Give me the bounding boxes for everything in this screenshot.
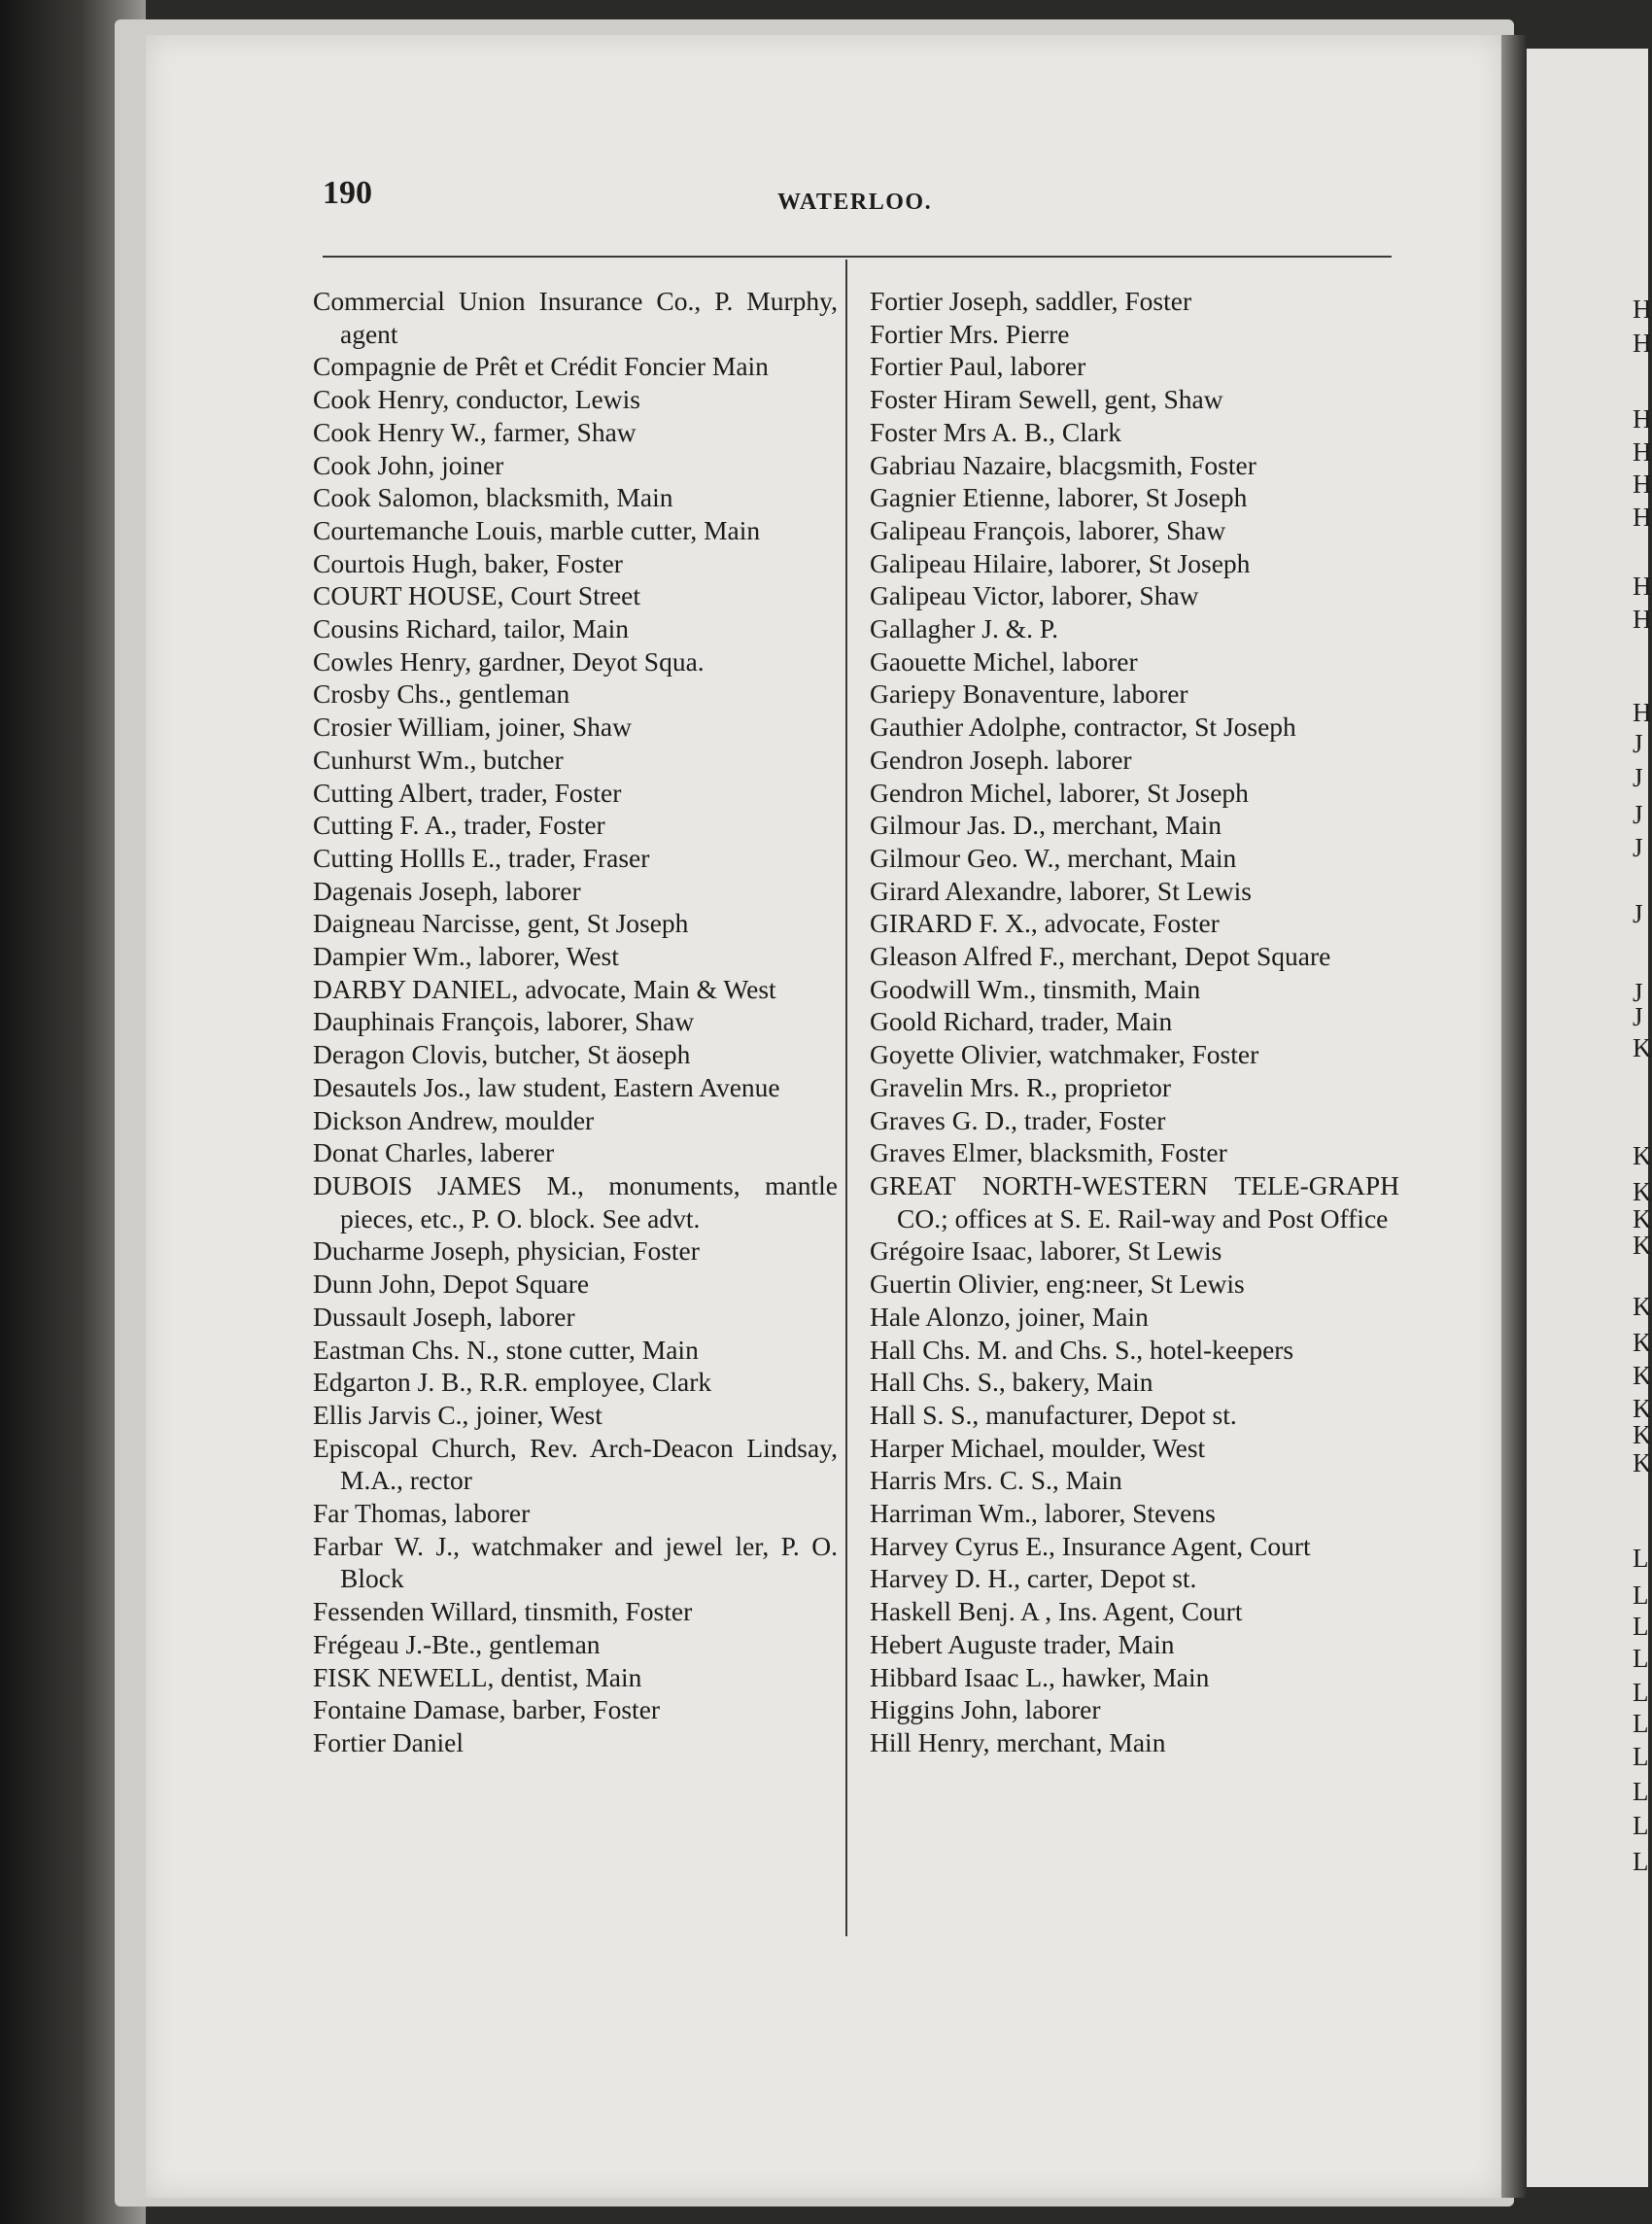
facing-page-letter: L	[1633, 1709, 1649, 1738]
directory-entry: Gabriau Nazaire, blacgsmith, Foster	[870, 449, 1256, 480]
directory-entry: Crosier William, joiner, Shaw	[313, 712, 632, 743]
directory-entry: FISK NEWELL, dentist, Main	[313, 1661, 642, 1692]
facing-page-letter: L	[1633, 1777, 1649, 1806]
directory-entry: Fortier Joseph, saddler, Foster	[870, 286, 1192, 316]
directory-entry: Compagnie de Prêt et Crédit Foncier Main	[313, 351, 769, 382]
directory-entry: Higgins John, laborer	[870, 1694, 1101, 1725]
directory-entry: Hill Henry, merchant, Main	[870, 1726, 1166, 1757]
directory-entry: Fortier Daniel	[313, 1726, 465, 1757]
directory-entry: Daigneau Narcisse, gent, St Joseph	[313, 908, 689, 939]
directory-entry: Episcopal Church, Rev. Arch-Deacon Lindsay, M.A., rector	[313, 1432, 838, 1496]
directory-entry: Cunhurst Wm., butcher	[313, 744, 564, 775]
facing-page-letter: H	[1633, 295, 1652, 324]
directory-entry: Dussault Joseph, laborer	[313, 1301, 575, 1332]
facing-page-letter: J	[1633, 729, 1643, 758]
facing-page-letter: J	[1633, 1002, 1643, 1031]
facing-page-letter: L	[1633, 1847, 1649, 1876]
directory-entry: Graves Elmer, blacksmith, Foster	[870, 1137, 1227, 1168]
directory-entry: Guertin Olivier, eng:neer, St Lewis	[870, 1268, 1245, 1300]
directory-entry: Galipeau Victor, laborer, Shaw	[870, 580, 1199, 611]
facing-page-letter: L	[1633, 1811, 1649, 1840]
directory-entry: Cook John, joiner	[313, 449, 504, 480]
facing-page-letter: H	[1633, 572, 1652, 601]
facing-page-letter: J	[1633, 899, 1643, 928]
directory-entry: Gagnier Etienne, laborer, St Joseph	[870, 482, 1248, 513]
facing-page-letter: K	[1633, 1141, 1652, 1170]
facing-page-letter: H	[1633, 404, 1652, 434]
directory-entry: Hall S. S., manufacturer, Depot st.	[870, 1399, 1237, 1430]
directory-entry: Foster Hiram Sewell, gent, Shaw	[870, 384, 1223, 415]
running-head: WATERLOO.	[777, 190, 933, 215]
directory-entry: Cook Henry W., farmer, Shaw	[313, 416, 637, 447]
directory-entry: GREAT NORTH-WESTERN TELE-GRAPH CO.; offices at S. E. Rail-way and Post Office	[870, 1169, 1399, 1234]
directory-entry: Fortier Paul, laborer	[870, 351, 1086, 382]
directory-entry: Cutting Albert, trader, Foster	[313, 777, 622, 808]
directory-entry: Galipeau Hilaire, laborer, St Joseph	[870, 547, 1251, 578]
directory-entry: Gilmour Geo. W., merchant, Main	[870, 842, 1237, 873]
directory-entry: Gallagher J. &. P.	[870, 613, 1059, 644]
directory-entry: Dauphinais François, laborer, Shaw	[313, 1006, 695, 1037]
directory-entry: Hall Chs. S., bakery, Main	[870, 1367, 1153, 1398]
directory-entry: Dampier Wm., laborer, West	[313, 941, 619, 972]
directory-entry: Gleason Alfred F., merchant, Depot Square	[870, 941, 1331, 972]
directory-entry: Girard Alexandre, laborer, St Lewis	[870, 875, 1252, 906]
book-gutter	[1501, 35, 1527, 2198]
directory-entry: Grégoire Isaac, laborer, St Lewis	[870, 1235, 1222, 1267]
directory-entry: Gendron Michel, laborer, St Joseph	[870, 777, 1249, 808]
directory-entry: Gariepy Bonaventure, laborer	[870, 678, 1188, 710]
directory-entry: DARBY DANIEL, advocate, Main & West	[313, 973, 776, 1004]
directory-entry: Fontaine Damase, barber, Foster	[313, 1694, 661, 1725]
directory-entry: Far Thomas, laborer	[313, 1498, 531, 1529]
facing-page-letter: L	[1633, 1544, 1649, 1573]
directory-entry: Goyette Olivier, watchmaker, Foster	[870, 1039, 1259, 1070]
directory-entry: Hebert Auguste trader, Main	[870, 1628, 1175, 1659]
facing-page-letter: J	[1633, 800, 1643, 829]
directory-entry: Hibbard Isaac L., hawker, Main	[870, 1661, 1210, 1692]
directory-entry: Dickson Andrew, moulder	[313, 1104, 595, 1135]
facing-page-edge	[1527, 49, 1648, 2187]
directory-entry: Harriman Wm., laborer, Stevens	[870, 1498, 1216, 1529]
directory-entry: Gilmour Jas. D., merchant, Main	[870, 810, 1222, 841]
facing-page-letter: K	[1633, 1033, 1652, 1062]
directory-entry: Hall Chs. M. and Chs. S., hotel-keepers	[870, 1334, 1294, 1365]
facing-page-letter: K	[1633, 1204, 1652, 1234]
facing-page-letter: K	[1633, 1328, 1652, 1357]
directory-entry: Ducharme Joseph, physician, Foster	[313, 1235, 700, 1267]
directory-entry: Dunn John, Depot Square	[313, 1268, 590, 1300]
facing-page-letter: H	[1633, 605, 1652, 634]
directory-entry: GIRARD F. X., advocate, Foster	[870, 908, 1220, 939]
facing-page-letter: K	[1633, 1361, 1652, 1390]
directory-entry: Harper Michael, moulder, West	[870, 1432, 1206, 1463]
directory-entry: Harvey Cyrus E., Insurance Agent, Court	[870, 1530, 1311, 1561]
left-column	[313, 285, 838, 1759]
directory-entry: DUBOIS JAMES M., monuments, mantle pieces, etc., P. O. block. See advt.	[313, 1169, 838, 1234]
directory-entry: Cowles Henry, gardner, Deyot Squa.	[313, 645, 705, 677]
directory-entry: Goodwill Wm., tinsmith, Main	[870, 973, 1201, 1004]
directory-entry: COURT HOUSE, Court Street	[313, 580, 641, 611]
directory-entry: Cook Henry, conductor, Lewis	[313, 384, 640, 415]
directory-entry: Fortier Mrs. Pierre	[870, 318, 1070, 349]
facing-page-letter: H	[1633, 469, 1652, 499]
facing-page-letter: L	[1633, 1678, 1649, 1707]
directory-entry: Ellis Jarvis C., joiner, West	[313, 1399, 602, 1430]
facing-page-letter: J	[1633, 763, 1643, 792]
facing-page-letter: K	[1633, 1231, 1652, 1260]
directory-entry: Cook Salomon, blacksmith, Main	[313, 482, 673, 513]
directory-entry: Courtois Hugh, baker, Foster	[313, 547, 623, 578]
directory-entry: Harvey D. H., carter, Depot st.	[870, 1563, 1197, 1594]
directory-entry: Farbar W. J., watchmaker and jewel ler, P. O. Block	[313, 1530, 838, 1594]
directory-entry: Cutting Hollls E., trader, Fraser	[313, 842, 650, 873]
directory-entry: Gauthier Adolphe, contractor, St Joseph	[870, 712, 1296, 743]
facing-page-letter: K	[1633, 1394, 1652, 1423]
header-rule	[323, 256, 1392, 258]
page-number: 190	[323, 175, 372, 211]
facing-page-letter: K	[1633, 1177, 1652, 1206]
directory-entry: Crosby Chs., gentleman	[313, 678, 570, 710]
facing-page-letter: L	[1633, 1581, 1649, 1610]
facing-page-letter: J	[1633, 833, 1643, 862]
directory-entry: Courtemanche Louis, marble cutter, Main	[313, 514, 761, 545]
directory-entry: Donat Charles, laberer	[313, 1137, 555, 1168]
directory-entry: Hale Alonzo, joiner, Main	[870, 1301, 1149, 1332]
directory-entry: Deragon Clovis, butcher, St äoseph	[313, 1039, 691, 1070]
facing-page-letter: K	[1633, 1292, 1652, 1321]
directory-entry: Foster Mrs A. B., Clark	[870, 416, 1121, 447]
facing-page-letter: K	[1633, 1448, 1652, 1477]
directory-entry: Goold Richard, trader, Main	[870, 1006, 1173, 1037]
directory-entry: Eastman Chs. N., stone cutter, Main	[313, 1334, 699, 1365]
directory-entry: Dagenais Joseph, laborer	[313, 875, 581, 906]
facing-page-letter: L	[1633, 1742, 1649, 1771]
directory-entry: Cutting F. A., trader, Foster	[313, 810, 605, 841]
directory-entry: Gaouette Michel, laborer	[870, 645, 1138, 677]
directory-entry: Cousins Richard, tailor, Main	[313, 613, 630, 644]
facing-page-letter: H	[1633, 329, 1652, 358]
facing-page-letter: H	[1633, 503, 1652, 532]
facing-page-letter: L	[1633, 1644, 1649, 1673]
facing-page-letter: H	[1633, 437, 1652, 467]
directory-entry: Edgarton J. B., R.R. employee, Clark	[313, 1367, 712, 1398]
directory-entry: Desautels Jos., law student, Eastern Avenue	[313, 1071, 780, 1102]
directory-entry: Gravelin Mrs. R., proprietor	[870, 1071, 1172, 1102]
facing-page-letter: K	[1633, 1420, 1652, 1449]
facing-page-letter: L	[1633, 1612, 1649, 1641]
directory-entry: Fessenden Willard, tinsmith, Foster	[313, 1596, 693, 1627]
directory-entry: Harris Mrs. C. S., Main	[870, 1465, 1122, 1496]
directory-entry: Graves G. D., trader, Foster	[870, 1104, 1166, 1135]
facing-page-letter: H	[1633, 698, 1652, 727]
directory-entry: Galipeau François, laborer, Shaw	[870, 514, 1226, 545]
directory-entry: Gendron Joseph. laborer	[870, 744, 1132, 775]
directory-entry: Haskell Benj. A , Ins. Agent, Court	[870, 1596, 1243, 1627]
facing-page-letter: J	[1633, 978, 1643, 1007]
directory-entry: Commercial Union Insurance Co., P. Murphy, agent	[313, 286, 838, 349]
right-column	[870, 285, 1399, 1759]
column-divider	[845, 260, 847, 1936]
directory-entry: Frégeau J.-Bte., gentleman	[313, 1628, 601, 1659]
